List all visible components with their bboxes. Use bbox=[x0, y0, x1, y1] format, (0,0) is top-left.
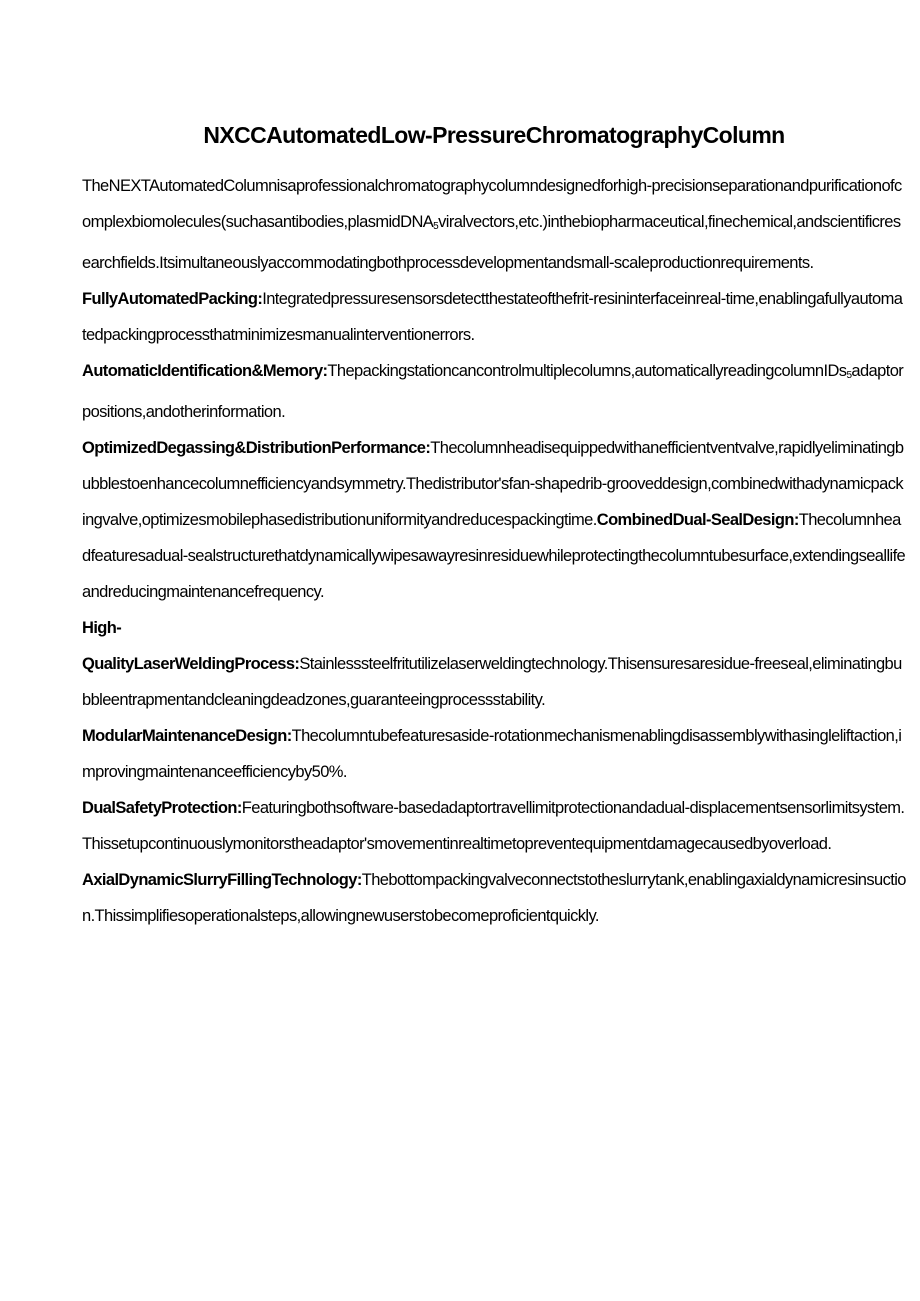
degassing-text: Thecolumnheadisequippedwithanefficientventvalve,rapidlyeliminatingbubblestoenhancecolumnefficiencyandsymmetry.Thedistributor'sfan-shapedrib-grooveddesign,combinedwithadynamicpackingvalve,optimizesmobilephasedistributionuniformityandreducespackingtime. bbox=[82, 439, 904, 529]
packing-paragraph bbox=[82, 281, 906, 353]
packing-text: Integratedpressuresensorsdetectthestateofthefrit-resininterfaceinreal-time,enablingafullyautomatedpackingprocessthatminimizesmanualinterventionerrors. bbox=[82, 290, 903, 344]
welding-heading: QualityLaserWeldingProcess: bbox=[82, 655, 300, 673]
safety-paragraph bbox=[82, 790, 906, 862]
identification-text-part2: adaptorpositions,andotherinformation. bbox=[82, 362, 904, 421]
intro-text-part1: TheNEXTAutomatedColumnisaprofessionalchromatographycolumndesignedforhigh-precisionseparationandpurificationofcomplexbiomolecules(suchasantibodies,plasmidDNA bbox=[82, 177, 902, 231]
slurry-text: Thebottompackingvalveconnectstotheslurrytank,enablingaxialdynamicresinsuction.Thissimplifiesoperationalsteps,allowingnewuserstobecomeproficientquickly. bbox=[82, 871, 906, 925]
welding-heading-prefix: High- bbox=[82, 619, 122, 637]
identification-paragraph bbox=[82, 353, 906, 430]
maintenance-text: Thecolumntubefeaturesaside-rotationmechanismenablingdisassemblywithasingleliftaction,improvingmaintenanceefficiencyby50%. bbox=[82, 727, 902, 781]
slurry-heading: AxialDynamicSlurryFillingTechnology: bbox=[82, 871, 362, 889]
safety-heading: DualSafetyProtection: bbox=[82, 799, 242, 817]
identification-subscript: 5 bbox=[846, 370, 852, 381]
intro-text-part2: viralvectors,etc.)inthebiopharmaceutical,finechemical,andscientificresearchfields.Itsimultaneouslyaccommodatingbothprocessdevelopmentandsmall-scaleproductionrequirements. bbox=[82, 213, 901, 272]
dual-seal-heading: CombinedDual-SealDesign: bbox=[596, 511, 799, 529]
slurry-paragraph bbox=[82, 862, 906, 934]
packing-heading: FullyAutomatedPacking: bbox=[82, 290, 263, 308]
welding-paragraph bbox=[82, 646, 906, 718]
identification-text-part1: Thepackingstationcancontrolmultiplecolumns,automaticallyreadingcolumnIDs bbox=[327, 362, 847, 380]
degassing-paragraph bbox=[82, 430, 906, 610]
intro-subscript: 5 bbox=[433, 221, 439, 232]
welding-heading-line1 bbox=[82, 610, 906, 646]
maintenance-heading: ModularMaintenanceDesign: bbox=[82, 727, 292, 745]
dual-seal-text: Thecolumnheadfeaturesadual-sealstructurethatdynamicallywipesawayresinresiduewhileprotectingthecolumntubesurface,extendingseallifeandreducingmaintenancefrequency. bbox=[82, 511, 906, 601]
maintenance-paragraph bbox=[82, 718, 906, 790]
welding-text: Stainlesssteelfritutilizelaserweldingtechnology.Thisensuresaresidue-freeseal,eliminatingbubbleentrapmentandcleaningdeadzones,guaranteeingprocessstability. bbox=[82, 655, 902, 709]
intro-paragraph bbox=[82, 168, 906, 281]
document-title: NXCCAutomatedLow-PressureChromatographyColumn bbox=[203, 122, 785, 148]
document-page bbox=[82, 118, 906, 934]
degassing-heading: OptimizedDegassing&DistributionPerformance: bbox=[82, 439, 431, 457]
identification-heading: AutomaticIdentification&Memory: bbox=[82, 362, 328, 380]
safety-text: Featuringbothsoftware-basedadaptortravellimitprotectionandadual-displacementsensorlimitsystem.Thissetupcontinuouslymonitorstheadaptor'smovementinrealtimetopreventequipmentdamagecausedbyoverload. bbox=[82, 799, 905, 853]
